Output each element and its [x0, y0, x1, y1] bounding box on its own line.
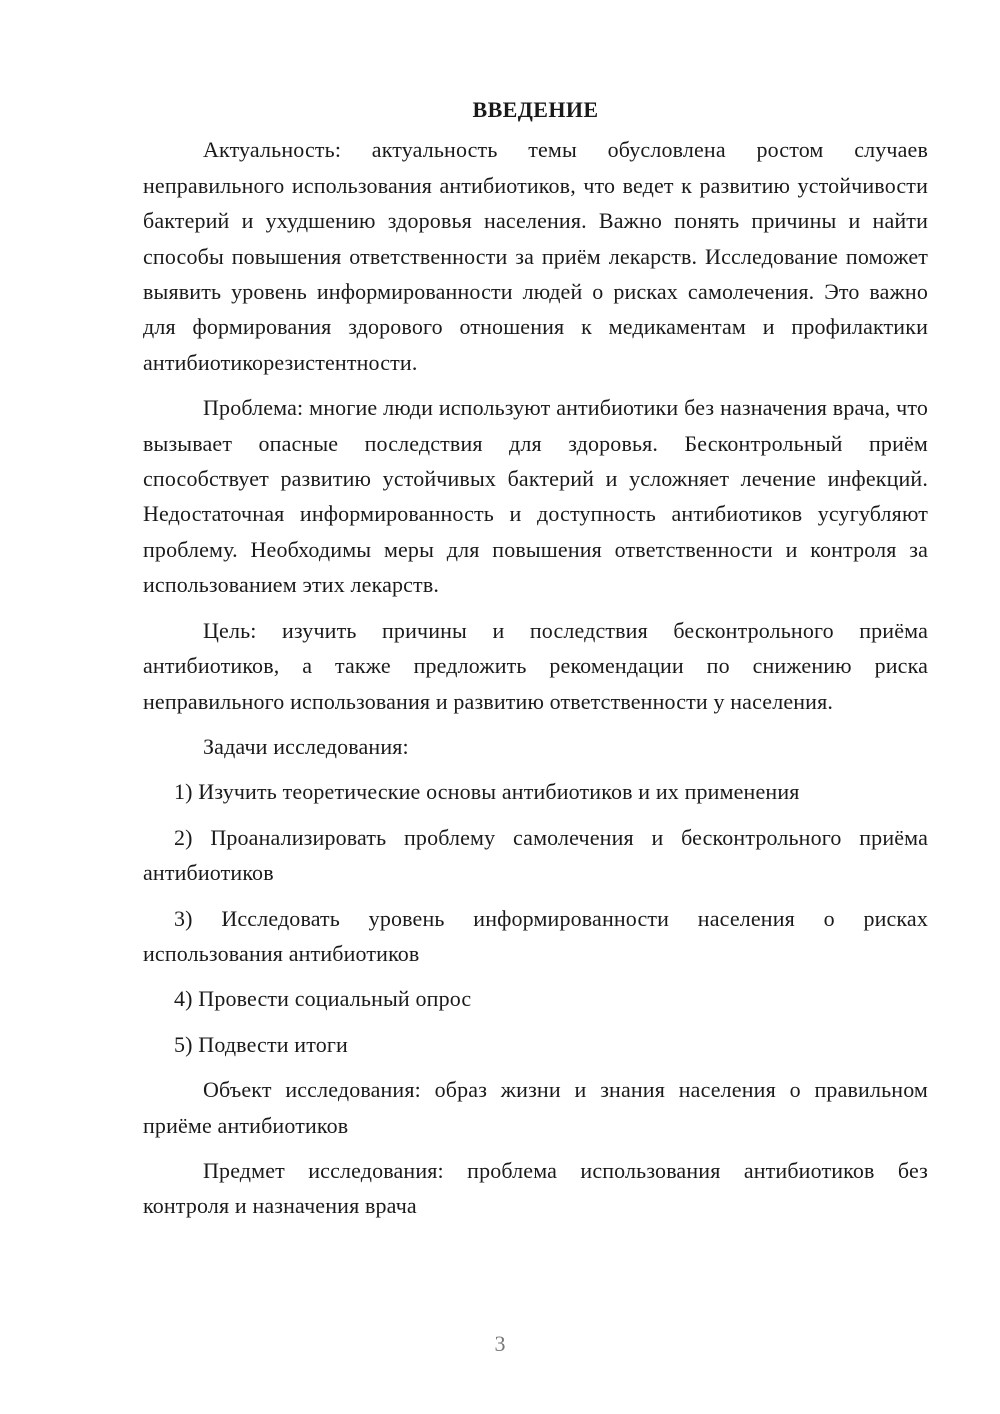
relevance-paragraph: Актуальность: актуальность темы обусловлена ростом случаев неправильного использования антибиотиков, что ведет к развитию устойчивости бактерий и ухудшению здоровья населения. Важно понять причины и найти способы повышения ответственности за приём лекарств. Исследование поможет выявить уровень информированности людей о рисках самолечения. Это важно для формирования здорового отношения к медикаментам и профилактики антибиотикорезистентности.: [143, 137, 928, 375]
section-title: ВВЕДЕНИЕ: [472, 97, 599, 122]
research-subject-paragraph: Предмет исследования: проблема использования антибиотиков без контроля и назначения врача: [143, 1157, 928, 1219]
task-item-4: 4) Провести социальный опрос: [174, 986, 472, 1012]
research-object-paragraph: Объект исследования: образ жизни и знания населения о правильном приёме антибиотиков: [143, 1077, 928, 1138]
task-item-2: 2) Проанализировать проблему самолечения и бесконтрольного приёма антибиотиков: [143, 824, 928, 886]
problem-paragraph: Проблема: многие люди используют антибиотики без назначения врача, что вызывает опасные последствия для здоровья. Бесконтрольный приём способствует развитию устойчивых бактерий и усложняет лечение инфекций. Недостаточная информированность и доступность антибиотиков усугубляют проблему. Необходимы меры для повышения ответственности и контроля за использованием этих лекарств.: [143, 395, 928, 598]
document-page: [143, 92, 928, 1234]
goal-paragraph: Цель: изучить причины и последствия бесконтрольного приёма антибиотиков, а также предложить рекомендации по снижению риска неправильного использования и развитию ответственности у населения.: [143, 617, 928, 714]
task-item-3: 3) Исследовать уровень информированности населения о рисках использования антибиотиков: [143, 905, 928, 966]
task-item-1: 1) Изучить теоретические основы антибиотиков и их применения: [174, 779, 800, 805]
tasks-heading: Задачи исследования:: [203, 733, 409, 759]
page-number: 3: [494, 1331, 506, 1356]
task-item-5: 5) Подвести итоги: [174, 1031, 348, 1057]
